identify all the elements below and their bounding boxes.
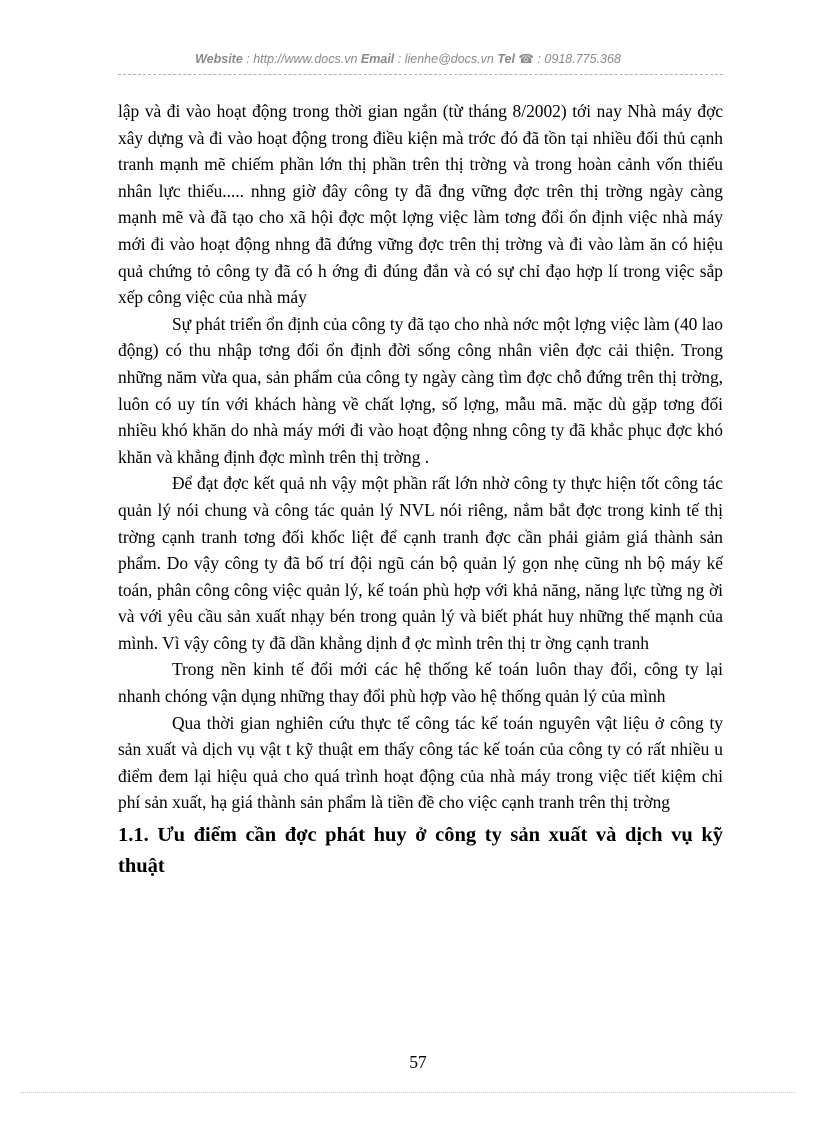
website-separator: :: [242, 52, 254, 66]
phone-icon: ☎: [518, 52, 534, 66]
paragraph: Sự phát triển ổn định của công ty đã tạo cho nhà nớc một lợng việc làm (40 lao động) có thu nhập tơng đối ổn định đời sống công nhân viên đợc cải thiện. Trong những năm vừa qua, sản phẩm của công ty ngày càng tìm đợc chỗ đứng trên thị trờng, luôn có uy tín với khách hàng về chất lợng, số lợng, mẫu mã. mặc dù gặp tơng đối nhiều khó khăn do nhà máy mới đi vào hoạt động nhng công ty đã khắc phục đợc khó khăn và khẳng định đợc mình trên thị trờng .: [118, 313, 723, 467]
section-heading: 1.1. Ưu điểm cần đợc phát huy ở công ty sản xuất và dịch vụ kỹ thuật: [118, 824, 723, 878]
email-label: Email: [360, 52, 395, 66]
page-number: 57: [409, 1052, 427, 1072]
paragraph: lập và đi vào hoạt động trong thời gian ngắn (từ tháng 8/2002) tới nay Nhà máy đợc xây dựng và đi vào hoạt động trong điều kiện mà trớc đó đã tồn tại nhiều đối thủ cạnh tranh mạnh mẽ chiếm phần lớn thị phần trên thị trờng và trong hoàn cảnh vốn thiếu nhân lực thiếu..... nhng giờ đây công ty đã đng vững đợc trên thị trờng ngày càng mạnh mẽ và đã tạo cho xã hội đợc một lợng việc làm tơng đổi ổn định việc nhà máy mới đi vào hoạt động nhng đã đứng vững đợc trên thị trờng và đi vào làm ăn có hiệu quả chứng tỏ công ty đã có h ớng đi đúng đắn và có sự chỉ đạo hợp lí trong việc sắp xếp công việc của nhà máy: [118, 101, 723, 308]
footer-divider: [20, 1092, 796, 1093]
document-body: [118, 98, 723, 882]
tel-label: Tel: [497, 52, 515, 66]
paragraph: Qua thời gian nghiên cứu thực tế công tác kế toán nguyên vật liệu ở công ty sản xuất và dịch vụ vật t kỹ thuật em thấy công tác kế toán của công ty có rất nhiều u điểm đem lại hiệu quả cho quá trình hoạt động của nhà máy trong việc tiết kiệm chi phí sản xuất, hạ giá thành sản phẩm là tiền đề cho việc cạnh tranh trên thị trờng: [118, 712, 723, 813]
website-url[interactable]: http://www.docs.vn: [253, 52, 358, 66]
paragraph: Trong nền kinh tế đổi mới các hệ thống kế toán luôn thay đổi, công ty lại nhanh chóng vận dụng những thay đổi phù hợp vào hệ thống quản lý của mình: [118, 659, 723, 707]
email-separator: :: [394, 52, 405, 66]
email-address[interactable]: lienhe@docs.vn: [404, 52, 494, 66]
tel-separator: :: [534, 52, 545, 66]
paragraph: Để đạt đợc kết quả nh vậy một phần rất lớn nhờ công ty thực hiện tốt công tác quản lý nói chung và công tác quản lý NVL nói riêng, nắm bắt đợc trong kinh tế thị trờng cạnh tranh tơng đối khốc liệt để cạnh tranh đợc cần phải giảm giá thành sản phẩm. Do vậy công ty đã bố trí đội ngũ cán bộ quản lý gọn nhẹ cũng nh bộ máy kế toán, phân công công việc quản lý, kế toán phù hợp với khả năng, năng lực từng ng ời và với yêu cầu sản xuất nhạy bén trong quản lý và biết phát huy những thế mạnh của mình. Vì vậy công ty đã dần khẳng dịnh đ ợc mình trên thị tr ờng cạnh tranh: [118, 473, 723, 653]
header-divider: [118, 74, 723, 75]
tel-number: 0918.775.368: [544, 52, 621, 66]
page-header: [0, 51, 816, 66]
website-label: Website: [195, 52, 243, 66]
